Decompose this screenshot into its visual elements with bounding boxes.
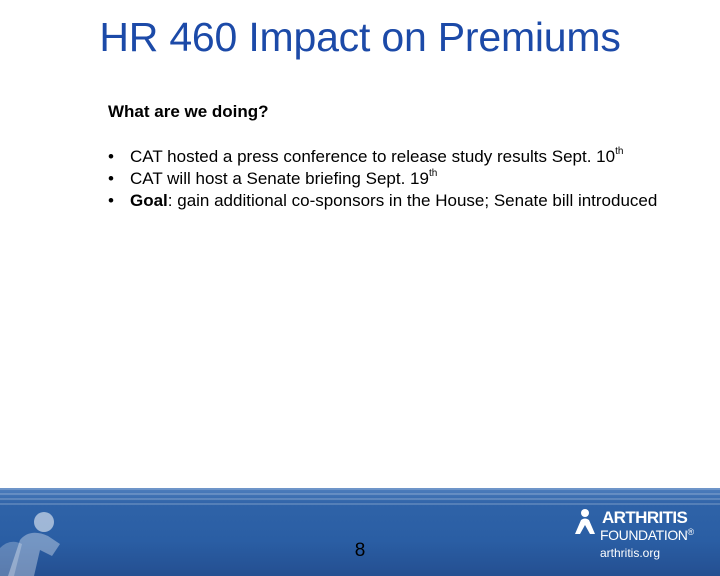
registered-mark: ® [687, 527, 694, 537]
page-number: 8 [354, 540, 366, 561]
figure-decoration-icon [0, 488, 120, 576]
slide-subheading: What are we doing? [108, 102, 269, 121]
bullet-marker: • [108, 169, 114, 188]
bullet-text: CAT will host a Senate briefing Sept. 19 [130, 169, 429, 188]
bullet-marker: • [108, 191, 114, 210]
arthritis-foundation-logo-icon [572, 508, 598, 534]
bullet-marker: • [108, 147, 114, 166]
bullet-superscript: th [428, 168, 438, 180]
goal-label: Goal [130, 191, 168, 210]
slide-title: HR 460 Impact on Premiums [99, 14, 621, 60]
bullet-item [108, 146, 668, 168]
logo-text-line2 [600, 527, 694, 543]
logo-text-line1: ARTHRITIS [602, 508, 688, 527]
bullet-list [108, 146, 668, 212]
bullet-text: CAT hosted a press conference to release study results Sept. 10 [130, 147, 616, 166]
bullet-superscript: th [615, 146, 624, 158]
footer-url: arthritis.org [600, 546, 661, 560]
bullet-item-goal [108, 190, 668, 212]
bullet-item [108, 168, 668, 190]
goal-text: : gain additional co-sponsors in the House; Senate bill introduced [167, 191, 658, 210]
logo-foundation-text: FOUNDATION [600, 527, 688, 543]
